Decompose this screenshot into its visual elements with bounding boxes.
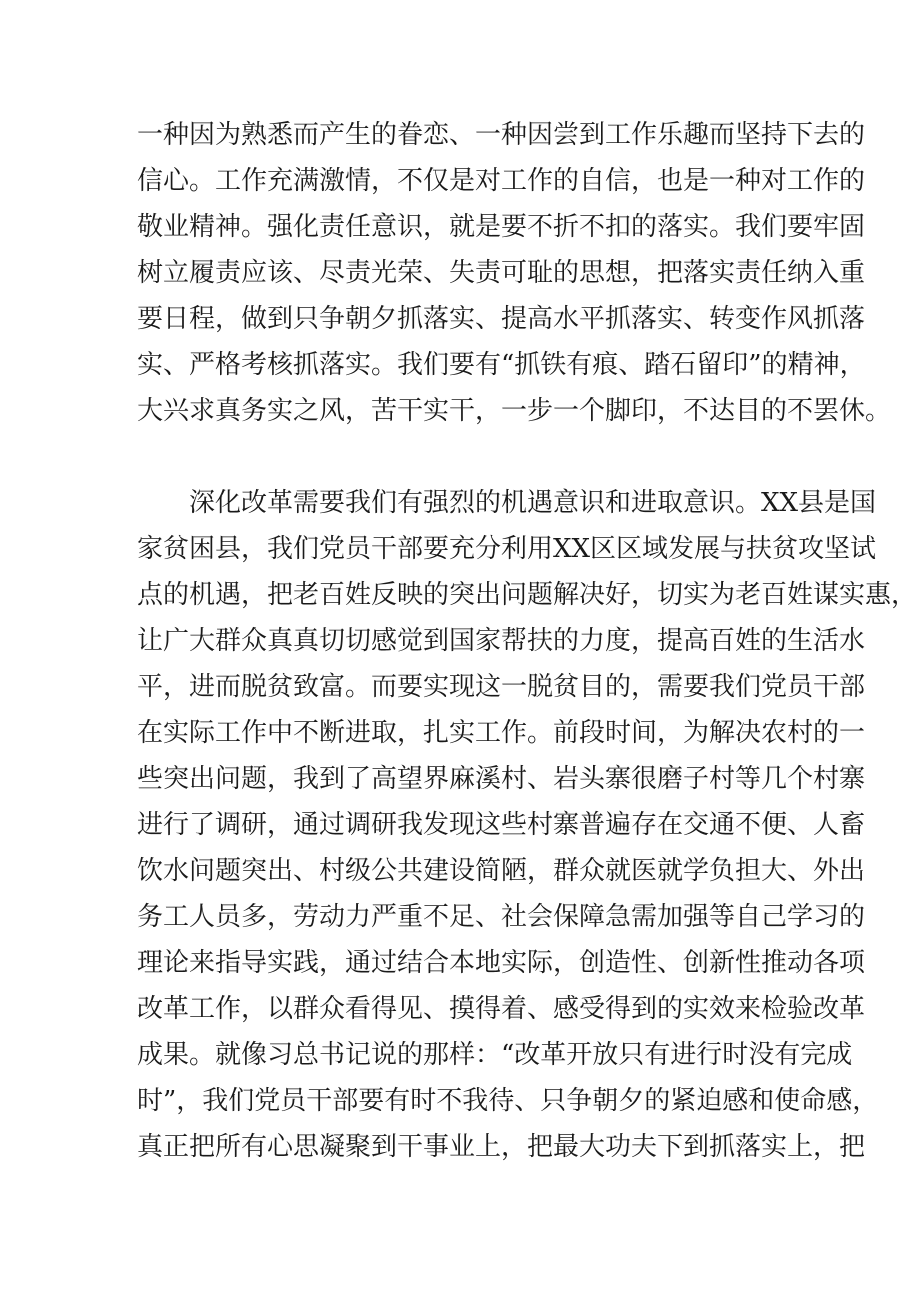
text-line: 进行了调研，通过调研我发现这些村寨普遍存在交通不便、人畜: [137, 810, 866, 840]
text-line: 树立履责应该、尽责光荣、失责可耻的思想，把落实责任纳入重: [137, 258, 866, 288]
paragraph-continuation: [137, 112, 892, 434]
text-line: 敬业精神。强化责任意识，就是要不折不扣的落实。我们要牢固: [137, 212, 866, 242]
text-line: 点的机遇，把老百姓反映的突出问题解决好，切实为老百姓谋实惠，: [137, 580, 918, 610]
text-line: 务工人员多，劳动力严重不足、社会保障急需加强等自己学习的: [137, 902, 866, 932]
text-line: 一种因为熟悉而产生的眷恋、一种因尝到工作乐趣而坚持下去的: [137, 120, 866, 150]
text-line: 深化改革需要我们有强烈的机遇意识和进取意识。XX县是国: [189, 488, 877, 518]
text-line: 平，进而脱贫致富。而要实现这一脱贫目的，需要我们党员干部: [137, 672, 866, 702]
text-line: 家贫困县，我们党员干部要充分利用XX区区域发展与扶贫攻坚试: [137, 534, 877, 564]
text-line: 改革工作，以群众看得见、摸得着、感受得到的实效来检验改革: [137, 994, 866, 1024]
text-line: 信心。工作充满激情，不仅是对工作的自信，也是一种对工作的: [137, 166, 866, 196]
text-line: 实、严格考核抓落实。我们要有“抓铁有痕、踏石留印”的精神，: [137, 350, 866, 380]
text-line: 成果。就像习总书记说的那样：“改革开放只有进行时没有完成: [137, 1040, 853, 1070]
text-line: 在实际工作中不断进取，扎实工作。前段时间，为解决农村的一: [137, 718, 866, 748]
text-line: 真正把所有心思凝聚到干事业上，把最大功夫下到抓落实上，把: [137, 1132, 866, 1162]
text-line: 要日程，做到只争朝夕抓落实、提高水平抓落实、转变作风抓落: [137, 304, 866, 334]
paragraph-reform: [137, 480, 918, 1170]
text-line: 理论来指导实践，通过结合本地实际，创造性、创新性推动各项: [137, 948, 866, 978]
text-line: 大兴求真务实之风，苦干实干，一步一个脚印，不达目的不罢休。: [137, 396, 892, 426]
text-line: 让广大群众真真切切感觉到国家帮扶的力度，提高百姓的生活水: [137, 626, 866, 656]
text-line: 些突出问题，我到了高望界麻溪村、岩头寨很磨子村等几个村寨: [137, 764, 866, 794]
text-line: 饮水问题突出、村级公共建设简陋，群众就医就学负担大、外出: [137, 856, 866, 886]
text-line: 时”，我们党员干部要有时不我待、只争朝夕的紧迫感和使命感，: [137, 1086, 879, 1116]
